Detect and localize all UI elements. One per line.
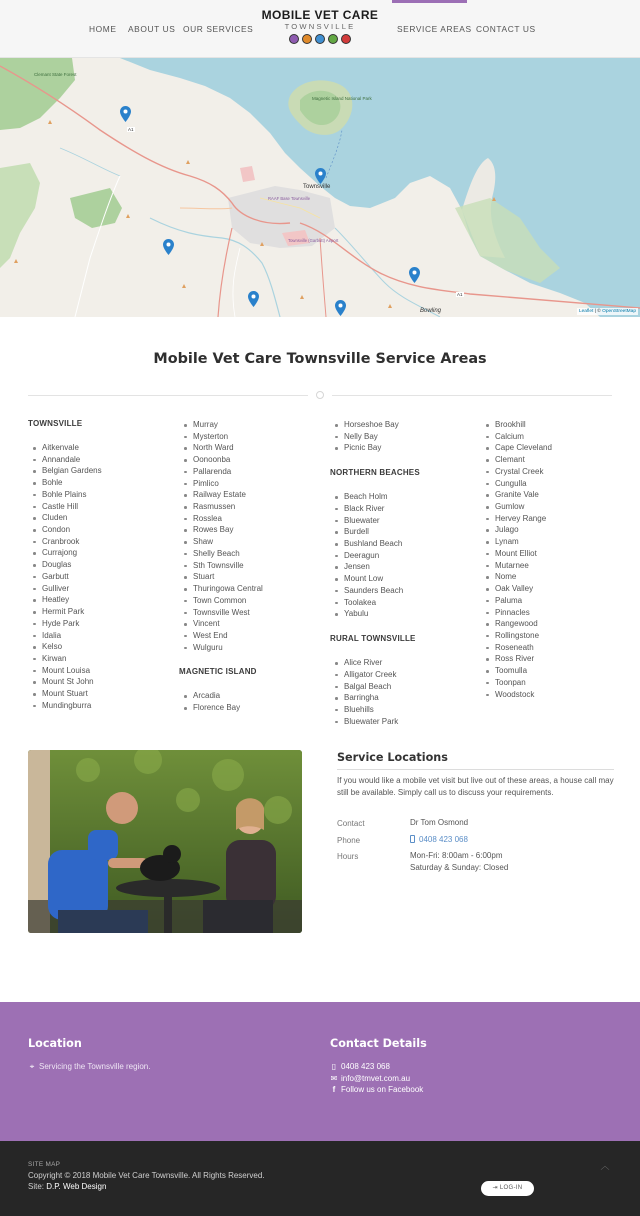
areas-column-3 <box>330 419 480 741</box>
site-credit <box>28 1182 106 1191</box>
area-list-item: Crystal Creek <box>481 466 631 478</box>
area-list-item: Balgal Beach <box>330 681 480 693</box>
logo-title: MOBILE VET CARE <box>261 8 379 22</box>
site-credit-prefix: Site: <box>28 1182 47 1191</box>
area-list-item: Roseneath <box>481 642 631 654</box>
phone-label: Phone <box>337 836 361 845</box>
site-credit-link[interactable]: D.P. Web Design <box>46 1182 107 1191</box>
hours-weekend: Saturday & Sunday: Closed <box>410 863 509 872</box>
footer-facebook-link[interactable] <box>330 1085 423 1094</box>
rural-townsville-heading: RURAL TOWNSVILLE <box>330 634 416 644</box>
area-list-item: West End <box>179 630 329 642</box>
map-marker-icon[interactable] <box>409 267 420 283</box>
area-list-item: Murray <box>179 419 329 431</box>
area-list-item: Kelso <box>28 641 178 653</box>
area-list-item: Currajong <box>28 547 178 559</box>
area-list-item: Woodstock <box>481 689 631 701</box>
area-list-item: Nome <box>481 571 631 583</box>
area-list-item: Nelly Bay <box>330 431 480 443</box>
area-list-item: Bluewater <box>330 515 480 527</box>
map-label-bowling: Bowling <box>420 308 442 314</box>
openstreetmap-link[interactable]: OpenStreetMap <box>602 309 636 314</box>
location-pin-icon: ⌖ <box>29 1062 35 1071</box>
area-list-item: Gulliver <box>28 583 178 595</box>
area-list-item: Cape Cleveland <box>481 442 631 454</box>
area-list-item: Alligator Creek <box>330 669 480 681</box>
contact-value: Dr Tom Osmond <box>410 818 469 827</box>
area-list-item: Toomulla <box>481 665 631 677</box>
facebook-icon: f <box>332 1085 336 1094</box>
area-list-item: Douglas <box>28 559 178 571</box>
area-list-item: Town Common <box>179 595 329 607</box>
vet-with-dog-photo <box>28 750 302 933</box>
footer-facebook-value: Follow us on Facebook <box>341 1085 424 1094</box>
area-list-item: Pinnacles <box>481 607 631 619</box>
logo-subtitle: TOWNSVILLE <box>284 22 356 31</box>
login-button[interactable] <box>481 1181 534 1196</box>
area-list-item: Oak Valley <box>481 583 631 595</box>
areas-column-1 <box>28 419 178 726</box>
area-list-item: Rasmussen <box>179 501 329 513</box>
hours-weekdays: Mon-Fri: 8:00am - 6:00pm <box>410 851 503 860</box>
page-title: Mobile Vet Care Townsville Service Areas <box>153 351 487 367</box>
map-marker-icon[interactable] <box>163 239 174 255</box>
footer-email-link[interactable] <box>330 1074 410 1083</box>
magnetic-island-list <box>179 690 329 713</box>
magnetic-island-heading: MAGNETIC ISLAND <box>179 667 257 677</box>
area-list-item: Garbutt <box>28 571 178 583</box>
area-list-item: Thuringowa Central <box>179 583 329 595</box>
area-list-item: Saunders Beach <box>330 585 480 597</box>
footer-contact-heading: Contact Details <box>330 1037 427 1050</box>
back-to-top-icon[interactable]: ︿ <box>600 1161 610 1171</box>
area-list-item: Heatley <box>28 594 178 606</box>
map-marker-icon[interactable] <box>248 291 259 307</box>
area-list-item: Toolakea <box>330 597 480 609</box>
nav-about-us[interactable]: ABOUT US <box>128 24 176 34</box>
area-list-item: Rosslea <box>179 513 329 525</box>
area-list-item: North Ward <box>179 442 329 454</box>
envelope-icon: ✉ <box>330 1074 338 1083</box>
area-list-item: Mount Louisa <box>28 665 178 677</box>
area-list-item: Bushland Beach <box>330 538 480 550</box>
area-list-item: Mutarnee <box>481 560 631 572</box>
area-list-item: Kirwan <box>28 653 178 665</box>
area-list-item: Gumlow <box>481 501 631 513</box>
site-header <box>0 0 640 58</box>
areas-column-4 <box>481 419 631 714</box>
title-divider-right <box>332 395 612 396</box>
map-road-shield: A1 <box>128 127 134 132</box>
area-list-item: Hyde Park <box>28 618 178 630</box>
area-list-item: Castle Hill <box>28 501 178 513</box>
area-list-item: Sth Townsville <box>179 560 329 572</box>
horse-icon <box>341 34 351 44</box>
site-map-link[interactable]: SITE MAP <box>28 1161 61 1168</box>
phone-value: 0408 423 068 <box>419 835 468 844</box>
area-list-item: Florence Bay <box>179 702 329 714</box>
map-label-raaf-base: RAAF Base Townsville <box>268 196 311 201</box>
service-locations-description: If you would like a mobile vet visit but live out of these areas, a house call may still be available. Simply call us to discuss your requirements. <box>337 776 614 797</box>
magnetic-island-list-continued <box>330 419 480 454</box>
phone-icon <box>410 835 415 843</box>
area-list-item: Alice River <box>330 657 480 669</box>
area-list-item: Bluehills <box>330 704 480 716</box>
area-list-item: Cluden <box>28 512 178 524</box>
area-list-item: Bluewater Park <box>330 716 480 728</box>
leaflet-link[interactable]: Leaflet <box>578 309 594 314</box>
area-list-item: Mount Elliot <box>481 548 631 560</box>
area-list-item: Toonpan <box>481 677 631 689</box>
area-list-item: Julago <box>481 524 631 536</box>
area-list-item: Shaw <box>179 536 329 548</box>
copyright-text: Copyright © 2018 Mobile Vet Care Townsville. All Rights Reserved. <box>28 1171 265 1180</box>
area-list-item: Mount St John <box>28 676 178 688</box>
attribution-separator: | © <box>593 309 603 314</box>
areas-column-2 <box>179 419 329 728</box>
townsville-list <box>28 442 178 712</box>
map-label-magnetic-island: Magnetic Island National Park <box>312 96 372 101</box>
area-list-item: Rangewood <box>481 618 631 630</box>
area-list-item: Clemant <box>481 454 631 466</box>
logo-icons <box>254 34 386 44</box>
footer-email-value: info@tmvet.com.au <box>341 1074 411 1083</box>
map-marker-icon[interactable] <box>120 106 131 122</box>
area-list-item: Beach Holm <box>330 491 480 503</box>
site-logo[interactable] <box>254 9 386 44</box>
nav-home[interactable]: HOME <box>89 24 117 34</box>
rural-townsville-list <box>330 657 480 727</box>
map-road-shield: A1 <box>457 292 463 297</box>
title-divider-ornament <box>316 391 324 399</box>
area-list-item: Condon <box>28 524 178 536</box>
map-label-airport: Townsville (Garbutt) Airport <box>288 238 339 243</box>
rural-townsville-list-continued <box>481 419 631 700</box>
area-list-item: Barringha <box>330 692 480 704</box>
area-list-item: Mount Stuart <box>28 688 178 700</box>
area-list-item: Mount Low <box>330 573 480 585</box>
area-list-item: Oonoonba <box>179 454 329 466</box>
service-locations-rule <box>337 769 614 770</box>
area-list-item: Hermit Park <box>28 606 178 618</box>
area-list-item: Rollingstone <box>481 630 631 642</box>
area-list-item: Yabulu <box>330 608 480 620</box>
area-list-item: Cungulla <box>481 478 631 490</box>
area-list-item: Calcium <box>481 431 631 443</box>
area-list-item: Aitkenvale <box>28 442 178 454</box>
nav-contact-us[interactable]: CONTACT US <box>476 24 536 34</box>
login-icon: ⇥ <box>492 1185 500 1191</box>
dog-icon <box>302 34 312 44</box>
map-attribution <box>577 308 638 315</box>
area-list-item: Townsville West <box>179 607 329 619</box>
nav-our-services[interactable]: OUR SERVICES <box>183 24 254 34</box>
login-label: LOG-IN <box>499 1185 523 1191</box>
northern-beaches-list <box>330 491 480 620</box>
area-list-item: Stuart <box>179 571 329 583</box>
footer-location-text <box>28 1062 150 1072</box>
area-list-item: Lynam <box>481 536 631 548</box>
area-list-item: Mysterton <box>179 431 329 443</box>
area-list-item: Hervey Range <box>481 513 631 525</box>
area-list-item: Granite Vale <box>481 489 631 501</box>
area-list-item: Horseshoe Bay <box>330 419 480 431</box>
rabbit-icon <box>328 34 338 44</box>
area-list-item: Bohle <box>28 477 178 489</box>
area-list-item: Deeragun <box>330 550 480 562</box>
area-list-item: Mundingburra <box>28 700 178 712</box>
phone-icon: ▯ <box>331 1062 337 1071</box>
area-list-item: Paluma <box>481 595 631 607</box>
area-list-item: Railway Estate <box>179 489 329 501</box>
footer-location-value: Servicing the Townsville region. <box>39 1062 151 1071</box>
contact-label: Contact <box>337 819 365 828</box>
map-marker-icon[interactable] <box>315 168 326 184</box>
map-marker-icon[interactable] <box>335 300 346 316</box>
service-area-map[interactable] <box>0 58 640 317</box>
area-list-item: Arcadia <box>179 690 329 702</box>
area-list-item: Picnic Bay <box>330 442 480 454</box>
area-list-item: Wulguru <box>179 642 329 654</box>
area-list-item: Pallarenda <box>179 466 329 478</box>
townsville-heading: TOWNSVILLE <box>28 419 83 428</box>
northern-beaches-heading: NORTHERN BEACHES <box>330 468 420 478</box>
area-list-item: Belgian Gardens <box>28 465 178 477</box>
service-locations-title: Service Locations <box>337 751 448 764</box>
area-list-item: Jensen <box>330 561 480 573</box>
area-list-item: Brookhill <box>481 419 631 431</box>
footer-phone-value: 0408 423 068 <box>341 1062 390 1071</box>
area-list-item: Vincent <box>179 618 329 630</box>
area-list-item: Pimlico <box>179 478 329 490</box>
nav-service-areas[interactable]: SERVICE AREAS <box>397 24 472 34</box>
footer-location-heading: Location <box>28 1037 82 1050</box>
nav-active-indicator <box>392 0 467 3</box>
photo-illustration <box>28 750 302 933</box>
area-list-item: Black River <box>330 503 480 515</box>
bird-icon <box>315 34 325 44</box>
townsville-list-continued <box>179 419 329 653</box>
area-list-item: Idalia <box>28 630 178 642</box>
footer-phone-link[interactable] <box>330 1062 390 1071</box>
area-list-item: Cranbrook <box>28 536 178 548</box>
title-divider-left <box>28 395 308 396</box>
area-list-item: Bohle Plains <box>28 489 178 501</box>
hours-label: Hours <box>337 852 359 861</box>
cat-icon <box>289 34 299 44</box>
area-list-item: Ross River <box>481 653 631 665</box>
phone-link[interactable] <box>410 834 468 846</box>
area-list-item: Rowes Bay <box>179 524 329 536</box>
area-list-item: Shelly Beach <box>179 548 329 560</box>
map-label-townsville: Townsville <box>303 184 331 190</box>
area-list-item: Annandale <box>28 454 178 466</box>
area-list-item: Burdell <box>330 526 480 538</box>
map-label-clemant-state-forest: Clemant State Forest <box>34 72 77 77</box>
